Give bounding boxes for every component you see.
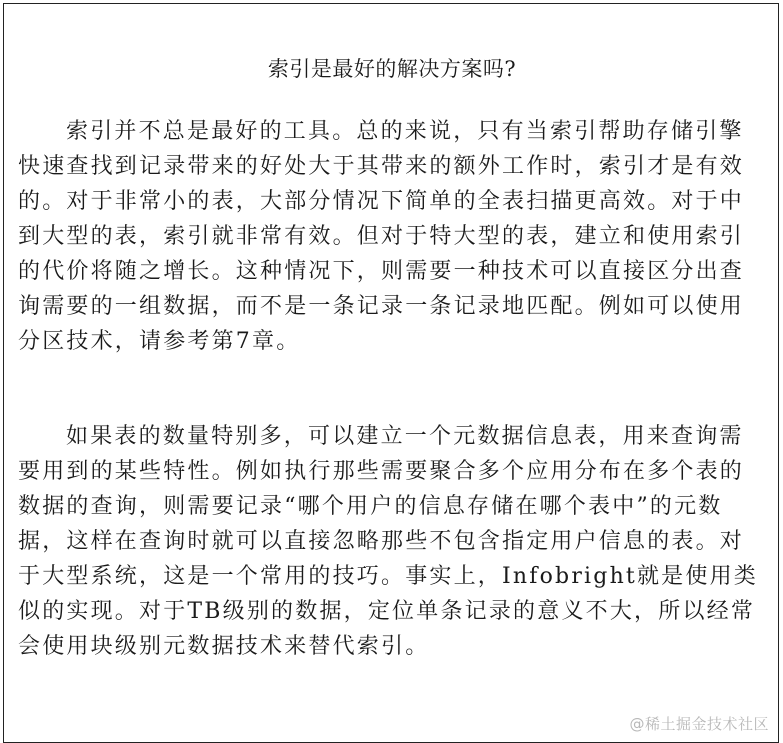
paragraph-2 — [18, 419, 770, 664]
section-title: 索引是最好的解决方案吗? — [267, 57, 517, 81]
paragraph-line: 快速查找到记录带来的好处大于其带来的额外工作时，索引才是有效 — [18, 154, 745, 179]
paragraph-line: 会使用块级别元数据技术来替代索引。 — [18, 634, 430, 659]
paragraph-line: 询需要的一组数据，而不是一条记录一条记录地匹配。例如可以使用 — [18, 294, 745, 319]
paragraph-line: 到大型的表，索引就非常有效。但对于特大型的表，建立和使用索引 — [18, 224, 745, 249]
paragraph-line: 的代价将随之增长。这种情况下，则需要一种技术可以直接区分出查 — [18, 259, 745, 284]
paragraph-line: 于大型系统，这是一个常用的技巧。事实上，Infobright就是使用类 — [18, 564, 758, 589]
paragraph-line: 分区技术，请参考第7章。 — [18, 329, 301, 354]
watermark-text: @稀土掘金技术社区 — [629, 715, 769, 733]
paragraph-line: 的。对于非常小的表，大部分情况下简单的全表扫描更高效。对于中 — [18, 189, 745, 214]
paragraph-line: 据，这样在查询时就可以直接忽略那些不包含指定用户信息的表。对 — [18, 529, 745, 554]
paragraph-line: 似的实现。对于TB级别的数据，定位单条记录的意义不大，所以经常 — [18, 599, 756, 624]
paragraph-line: 如果表的数量特别多，可以建立一个元数据信息表，用来查询需 — [66, 424, 744, 449]
paragraph-line: 数据的查询，则需要记录“哪个用户的信息存储在哪个表中”的元数 — [18, 494, 723, 519]
document-frame — [3, 3, 779, 743]
paragraph-line: 要用到的某些特性。例如执行那些需要聚合多个应用分布在多个表的 — [18, 459, 745, 484]
paragraph-1 — [18, 114, 770, 359]
paragraph-line: 索引并不总是最好的工具。总的来说，只有当索引帮助存储引擎 — [66, 119, 744, 144]
